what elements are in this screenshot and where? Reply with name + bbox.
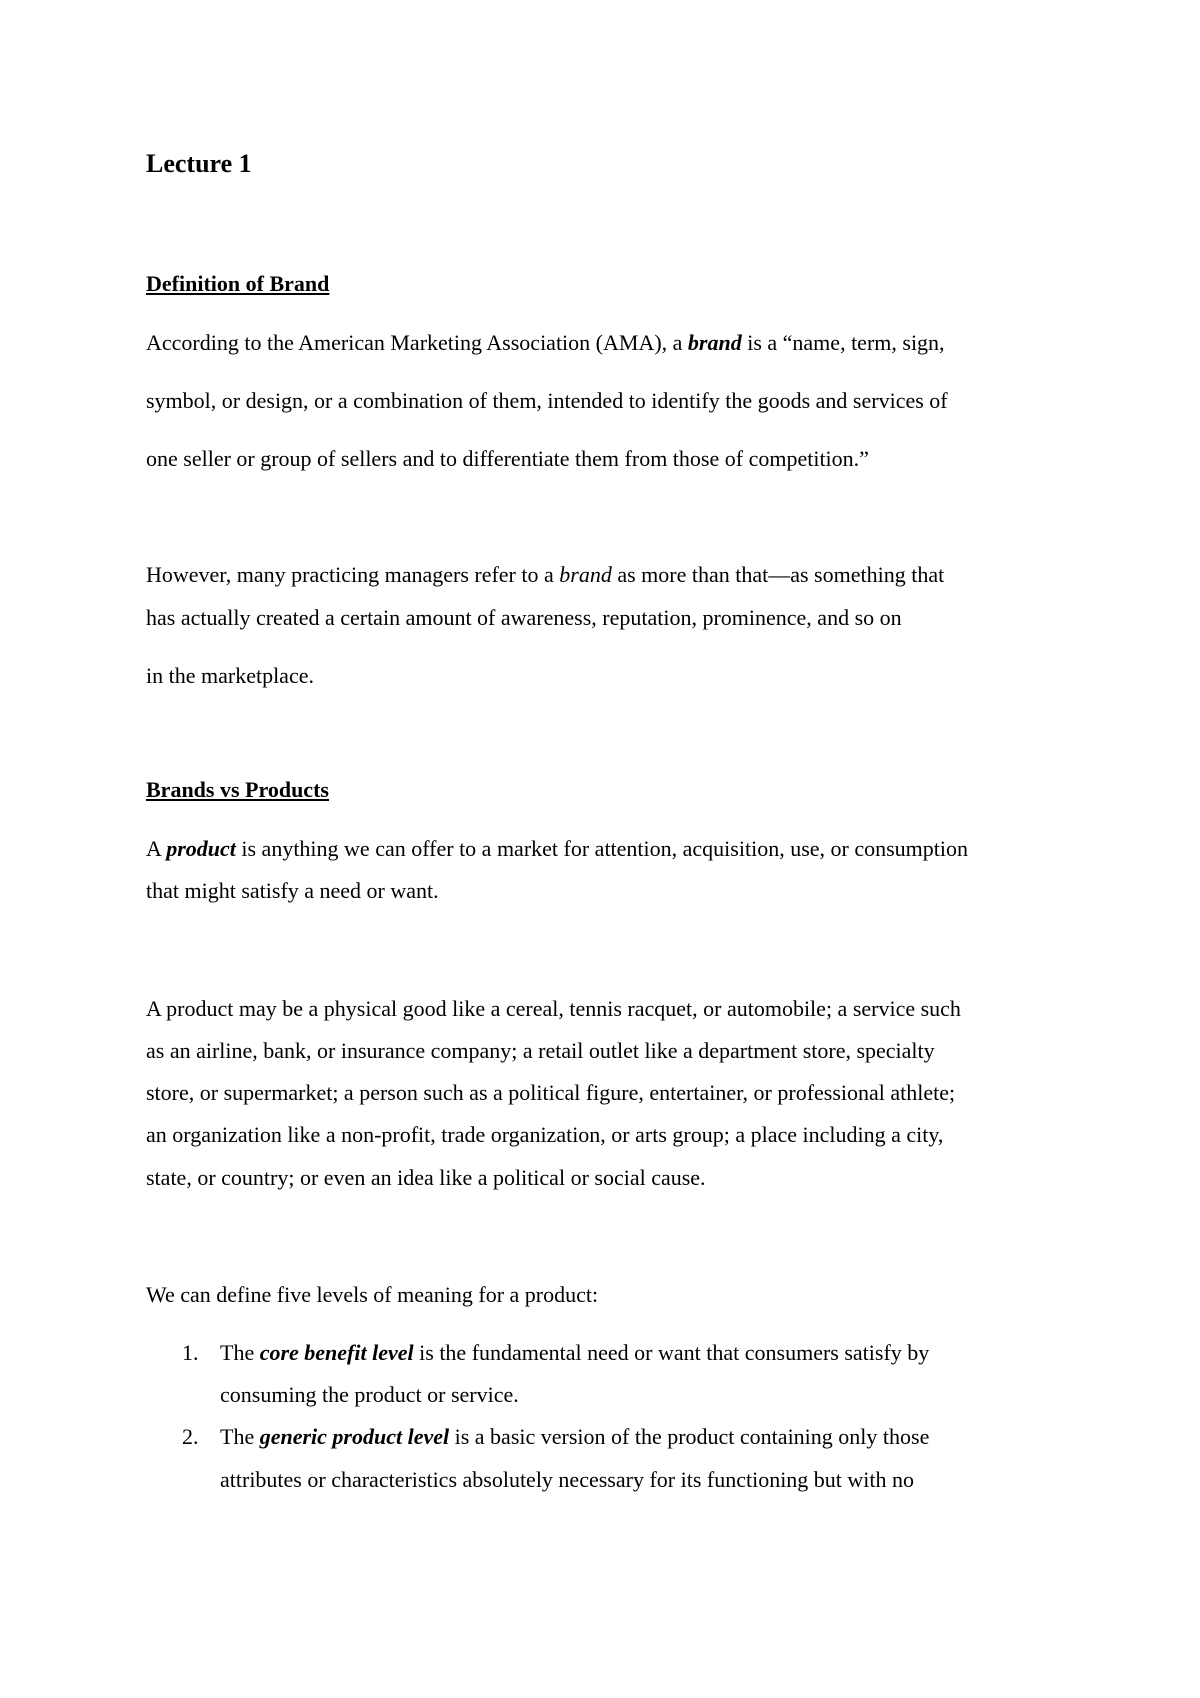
list-item-line: consuming the product or service. — [220, 1382, 519, 1407]
paragraph-line: state, or country; or even an idea like a political or social cause. — [146, 1165, 706, 1190]
paragraph-line: that might satisfy a need or want. — [146, 878, 439, 903]
text-run: A — [146, 836, 167, 861]
page-title: Lecture 1 — [146, 149, 252, 178]
paragraph-line: as an airline, bank, or insurance company; a retail outlet like a department store, specialty — [146, 1038, 935, 1063]
text-run: is anything we can offer to a market for attention, acquisition, use, or consumption — [235, 836, 969, 861]
paragraph-line: one seller or group of sellers and to differentiate them from those of competition.” — [146, 446, 869, 471]
paragraph-line — [146, 329, 945, 357]
paragraph-line: symbol, or design, or a combination of them, intended to identify the goods and services of — [146, 388, 948, 413]
emphasis-brand: brand — [559, 562, 612, 587]
text-run: is a “name, term, sign, — [741, 330, 945, 355]
list-item-line — [220, 1423, 929, 1451]
paragraph-line: We can define five levels of meaning for a product: — [146, 1282, 599, 1307]
emphasis-core-benefit: core benefit level — [259, 1340, 414, 1365]
list-number: 1. — [182, 1340, 199, 1365]
list-item-line — [220, 1339, 929, 1367]
paragraph-line — [146, 835, 968, 863]
paragraph-line: A product may be a physical good like a cereal, tennis racquet, or automobile; a service such — [146, 996, 961, 1021]
section-heading-brands-vs-products: Brands vs Products — [146, 777, 329, 802]
list-item-line: attributes or characteristics absolutely necessary for its functioning but with no — [220, 1467, 915, 1492]
paragraph-line: has actually created a certain amount of awareness, reputation, prominence, and so on — [146, 605, 902, 630]
text-run: is a basic version of the product containing only those — [449, 1424, 930, 1449]
paragraph-line: in the marketplace. — [146, 663, 314, 688]
paragraph-line: store, or supermarket; a person such as a political figure, entertainer, or professional athlete; — [146, 1080, 956, 1105]
paragraph-line — [146, 561, 944, 589]
text-run: However, many practicing managers refer to a — [146, 562, 560, 587]
text-run: According to the American Marketing Association (AMA), a — [146, 330, 688, 355]
section-heading-definition: Definition of Brand — [146, 271, 330, 296]
text-run: is the fundamental need or want that consumers satisfy by — [413, 1340, 930, 1365]
text-run: as more than that—as something that — [611, 562, 945, 587]
text-run: The — [220, 1424, 260, 1449]
emphasis-brand: brand — [687, 330, 742, 355]
emphasis-generic-product: generic product level — [259, 1424, 450, 1449]
emphasis-product: product — [166, 836, 236, 861]
paragraph-line: an organization like a non-profit, trade organization, or arts group; a place including a city, — [146, 1122, 944, 1147]
list-number: 2. — [182, 1424, 199, 1449]
text-run: The — [220, 1340, 260, 1365]
